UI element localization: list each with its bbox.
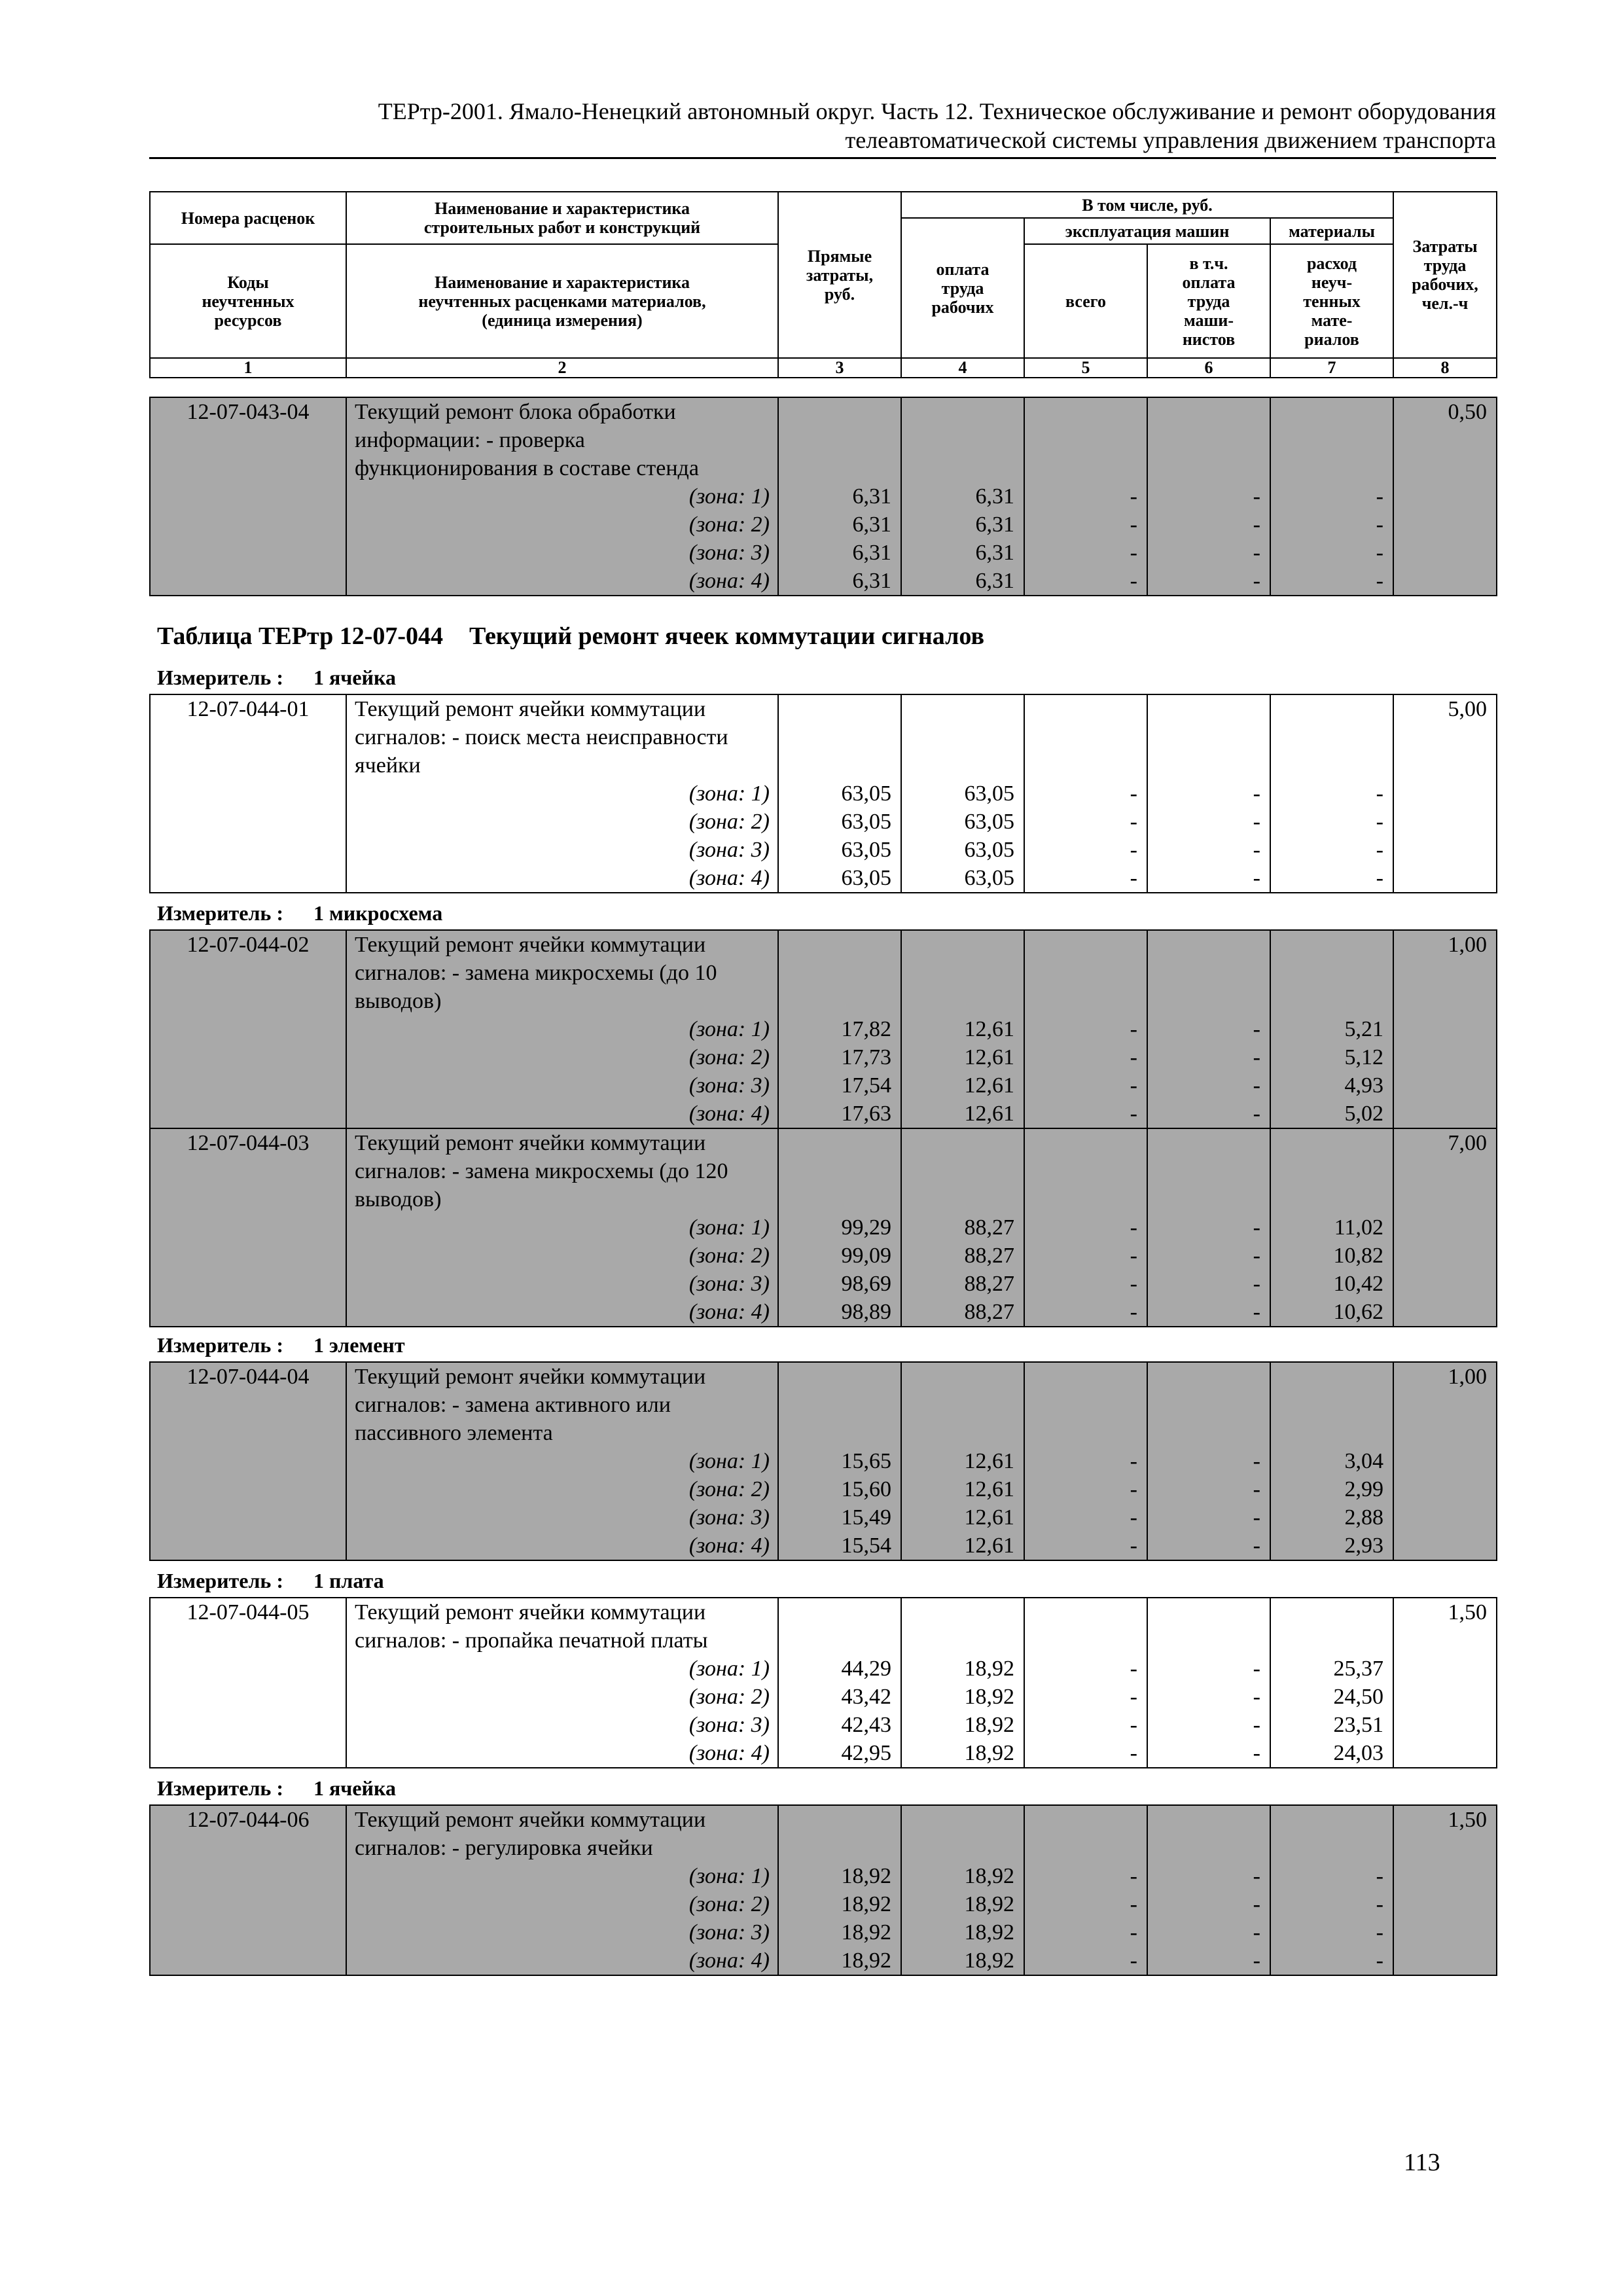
col-number: 6	[1147, 358, 1270, 378]
rate-block	[149, 1361, 1497, 1561]
machinist-wages-cell: - - - -	[1147, 930, 1270, 1128]
col-machinist-wages-header: в т.ч. оплата труда маши- нистов	[1147, 244, 1270, 358]
wages-cell: 6,31 6,31 6,31 6,31	[901, 397, 1024, 596]
col-number: 7	[1270, 358, 1393, 378]
col-unaccounted-materials-header: Наименование и характеристика неучтенных расценками материалов, (единица измерения)	[346, 244, 778, 358]
zone-label: (зона: 2)	[688, 810, 770, 834]
col-labor-header: Затраты труда рабочих, чел.-ч	[1393, 192, 1497, 358]
rate-block	[149, 1597, 1497, 1768]
col-rate-number-header: Номера расценок	[150, 192, 346, 244]
measure-unit: 1 микросхема	[313, 901, 443, 925]
rate-block	[149, 397, 1497, 596]
col-number: 2	[346, 358, 778, 378]
materials-cell: - - - -	[1270, 1805, 1393, 1975]
zone-label: (зона: 2)	[688, 512, 770, 537]
labor-cell: 1,00	[1393, 930, 1497, 1128]
materials-cell: 25,37 24,50 23,51 24,03	[1270, 1598, 1393, 1768]
rate-description: Текущий ремонт ячейки коммутации сигналов: - замена активного или пассивного элемента (зона: 1) (зона: 2) (зона: 3) (зона: 4)	[346, 1362, 778, 1560]
rate-block	[149, 1804, 1497, 1976]
machinist-wages-cell: - - - -	[1147, 1805, 1270, 1975]
rate-description: Текущий ремонт ячейки коммутации сигналов: - пропайка печатной платы (зона: 1) (зона: 2) (зона: 3) (зона: 4)	[346, 1598, 778, 1768]
col-wages-header: оплата труда рабочих	[901, 218, 1024, 358]
rate-code: 12-07-044-05	[150, 1598, 346, 1768]
col-unaccounted-codes-header: Коды неучтенных ресурсов	[150, 244, 346, 358]
rate-description: Текущий ремонт ячейки коммутации сигналов: - замена микросхемы (до 10 выводов) (зона: 1) (зона: 2) (зона: 3) (зона: 4)	[346, 930, 778, 1128]
direct-costs-cell: 6,31 6,31 6,31 6,31	[778, 397, 901, 596]
machines-cell: - - - -	[1024, 397, 1147, 596]
rates-table-header	[149, 191, 1497, 378]
col-number: 1	[150, 358, 346, 378]
zone-label: (зона: 3)	[688, 1920, 770, 1945]
measure-row: Измеритель : 1 ячейка	[157, 1776, 396, 1800]
materials-cell: - - - -	[1270, 397, 1393, 596]
zone-label: (зона: 1)	[688, 1449, 770, 1473]
wages-cell: 18,92 18,92 18,92 18,92	[901, 1805, 1024, 1975]
col-number: 4	[901, 358, 1024, 378]
rate-block	[149, 694, 1497, 893]
col-machines-header: эксплуатация машин	[1024, 218, 1270, 244]
direct-costs-cell: 15,65 15,60 15,49 15,54	[778, 1362, 901, 1560]
col-including-header: В том числе, руб.	[901, 192, 1393, 218]
direct-costs-cell: 18,92 18,92 18,92 18,92	[778, 1805, 901, 1975]
labor-cell: 0,50	[1393, 397, 1497, 596]
measure-row: Измеритель : 1 микросхема	[157, 901, 443, 925]
zone-label: (зона: 4)	[688, 1300, 770, 1324]
machines-cell: - - - -	[1024, 1598, 1147, 1768]
table-title-name: Текущий ремонт ячеек коммутации сигналов	[469, 622, 984, 650]
zone-label: (зона: 1)	[688, 484, 770, 509]
materials-cell: 5,21 5,12 4,93 5,02	[1270, 930, 1393, 1128]
rate-code: 12-07-044-03	[150, 1128, 346, 1327]
zone-label: (зона: 2)	[688, 1244, 770, 1268]
zone-label: (зона: 1)	[688, 1864, 770, 1888]
wages-cell: 63,05 63,05 63,05 63,05	[901, 694, 1024, 893]
zone-label: (зона: 3)	[688, 541, 770, 565]
zone-label: (зона: 4)	[688, 1948, 770, 1973]
page-number: 113	[1404, 2149, 1440, 2176]
zone-label: (зона: 2)	[688, 1685, 770, 1709]
machinist-wages-cell: - - - -	[1147, 1362, 1270, 1560]
direct-costs-cell: 99,29 99,09 98,69 98,89	[778, 1128, 901, 1327]
col-number: 8	[1393, 358, 1497, 378]
rate-description: Текущий ремонт ячейки коммутации сигналов: - поиск места неисправности ячейки (зона: 1) (зона: 2) (зона: 3) (зона: 4)	[346, 694, 778, 893]
labor-cell: 1,50	[1393, 1805, 1497, 1975]
rate-description: Текущий ремонт ячейки коммутации сигналов: - замена микросхемы (до 120 выводов) (зона: 1) (зона: 2) (зона: 3) (зона: 4)	[346, 1128, 778, 1327]
zone-label: (зона: 3)	[688, 1505, 770, 1530]
zone-label: (зона: 4)	[688, 569, 770, 593]
measure-unit: 1 элемент	[313, 1333, 405, 1357]
col-machines-total-header: всего	[1024, 244, 1147, 358]
machinist-wages-cell: - - - -	[1147, 1598, 1270, 1768]
machines-cell: - - - -	[1024, 930, 1147, 1128]
rate-description: Текущий ремонт ячейки коммутации сигналов: - регулировка ячейки (зона: 1) (зона: 2) (зона: 3) (зона: 4)	[346, 1805, 778, 1975]
zone-label: (зона: 1)	[688, 1657, 770, 1681]
direct-costs-cell: 63,05 63,05 63,05 63,05	[778, 694, 901, 893]
zone-label: (зона: 4)	[688, 1534, 770, 1558]
machines-cell: - - - -	[1024, 694, 1147, 893]
zone-label: (зона: 2)	[688, 1892, 770, 1916]
wages-cell: 12,61 12,61 12,61 12,61	[901, 930, 1024, 1128]
rate-code: 12-07-044-06	[150, 1805, 346, 1975]
wages-cell: 18,92 18,92 18,92 18,92	[901, 1598, 1024, 1768]
col-number: 3	[778, 358, 901, 378]
zone-label: (зона: 2)	[688, 1045, 770, 1069]
machinist-wages-cell: - - - -	[1147, 397, 1270, 596]
page-header	[149, 97, 1496, 154]
materials-cell: 3,04 2,99 2,88 2,93	[1270, 1362, 1393, 1560]
col-direct-costs-header: Прямые затраты, руб.	[778, 192, 901, 358]
machines-cell: - - - -	[1024, 1128, 1147, 1327]
measure-unit: 1 плата	[313, 1569, 384, 1592]
labor-cell: 1,50	[1393, 1598, 1497, 1768]
zone-label: (зона: 1)	[688, 1017, 770, 1041]
zone-label: (зона: 1)	[688, 781, 770, 806]
wages-cell: 88,27 88,27 88,27 88,27	[901, 1128, 1024, 1327]
rate-code: 12-07-043-04	[150, 397, 346, 596]
rate-description: Текущий ремонт блока обработки информации: - проверка функционирования в составе стенда (зона: 1) (зона: 2) (зона: 3) (зона: 4)	[346, 397, 778, 596]
zone-label: (зона: 4)	[688, 1102, 770, 1126]
col-number: 5	[1024, 358, 1147, 378]
direct-costs-cell: 44,29 43,42 42,43 42,95	[778, 1598, 901, 1768]
header-rule	[149, 157, 1496, 159]
table-title	[157, 622, 984, 651]
zone-label: (зона: 4)	[688, 866, 770, 890]
zone-label: (зона: 2)	[688, 1477, 770, 1501]
labor-cell: 7,00	[1393, 1128, 1497, 1327]
direct-costs-cell: 17,82 17,73 17,54 17,63	[778, 930, 901, 1128]
measure-row: Измеритель : 1 элемент	[157, 1333, 405, 1357]
measure-unit: 1 ячейка	[313, 1776, 396, 1800]
col-work-name-header: Наименование и характеристика строительных работ и конструкций	[346, 192, 778, 244]
zone-label: (зона: 3)	[688, 1073, 770, 1098]
measure-row: Измеритель : 1 плата	[157, 1569, 384, 1592]
header-line-1: ТЕРтр-2001. Ямало-Ненецкий автономный округ. Часть 12. Техническое обслуживание и ремонт оборудования	[378, 98, 1496, 124]
zone-label: (зона: 1)	[688, 1215, 770, 1240]
machinist-wages-cell: - - - -	[1147, 1128, 1270, 1327]
measure-row: Измеритель : 1 ячейка	[157, 666, 396, 689]
materials-cell: 11,02 10,82 10,42 10,62	[1270, 1128, 1393, 1327]
measure-unit: 1 ячейка	[313, 666, 396, 689]
header-line-2: телеавтоматической системы управления движением транспорта	[845, 127, 1496, 153]
zone-label: (зона: 3)	[688, 838, 770, 862]
wages-cell: 12,61 12,61 12,61 12,61	[901, 1362, 1024, 1560]
zone-label: (зона: 4)	[688, 1741, 770, 1765]
materials-cell: - - - -	[1270, 694, 1393, 893]
col-materials-consumption-header: расход неуч- тенных мате- риалов	[1270, 244, 1393, 358]
rate-code: 12-07-044-04	[150, 1362, 346, 1560]
rate-code: 12-07-044-02	[150, 930, 346, 1128]
labor-cell: 5,00	[1393, 694, 1497, 893]
zone-label: (зона: 3)	[688, 1272, 770, 1296]
zone-label: (зона: 3)	[688, 1713, 770, 1737]
machines-cell: - - - -	[1024, 1362, 1147, 1560]
table-title-label: Таблица ТЕРтр 12-07-044	[157, 622, 444, 650]
machinist-wages-cell: - - - -	[1147, 694, 1270, 893]
labor-cell: 1,00	[1393, 1362, 1497, 1560]
rate-code: 12-07-044-01	[150, 694, 346, 893]
machines-cell: - - - -	[1024, 1805, 1147, 1975]
rate-block	[149, 929, 1497, 1327]
col-materials-header: материалы	[1270, 218, 1393, 244]
